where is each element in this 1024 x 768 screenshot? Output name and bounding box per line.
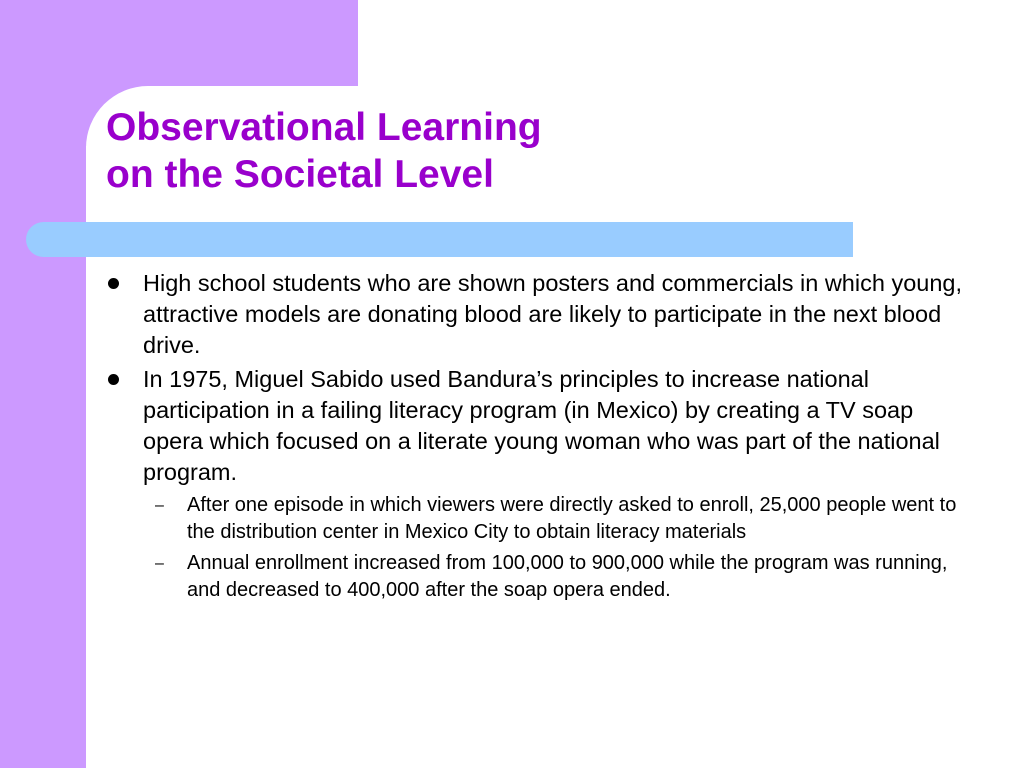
bullet-text: In 1975, Miguel Sabido used Bandura’s principles to increase national participation in a failing literacy program (in Mexico) by creating a TV soap opera which focused on a literate young woman who was part of the national program.	[143, 366, 940, 485]
slide-title-line-2: on the Societal Level	[106, 153, 494, 196]
bullet-item	[106, 268, 966, 361]
sub-bullet-text: After one episode in which viewers were directly asked to enroll, 25,000 people went to the distribution center in Mexico City to obtain literacy materials	[187, 494, 957, 543]
sub-bullet-list	[143, 492, 966, 604]
sub-bullet-item	[143, 492, 966, 546]
sub-bullet-text: Annual enrollment increased from 100,000 to 900,000 while the program was running, and decreased to 400,000 after the soap opera ended.	[187, 552, 948, 601]
bullet-list	[106, 268, 966, 608]
dash-icon: –	[155, 497, 164, 514]
dash-icon: –	[155, 555, 164, 572]
bullet-dot-icon	[108, 278, 119, 289]
title-divider-bar	[26, 222, 853, 257]
bullet-item	[106, 364, 966, 604]
slide-title-line-1: Observational Learning	[106, 106, 542, 149]
sub-bullet-item	[143, 550, 966, 604]
bullet-text: High school students who are shown posters and commercials in which young, attractive models are donating blood are likely to participate in the next blood drive.	[143, 270, 963, 358]
bullet-dot-icon	[108, 374, 119, 385]
slide-title	[106, 104, 846, 198]
